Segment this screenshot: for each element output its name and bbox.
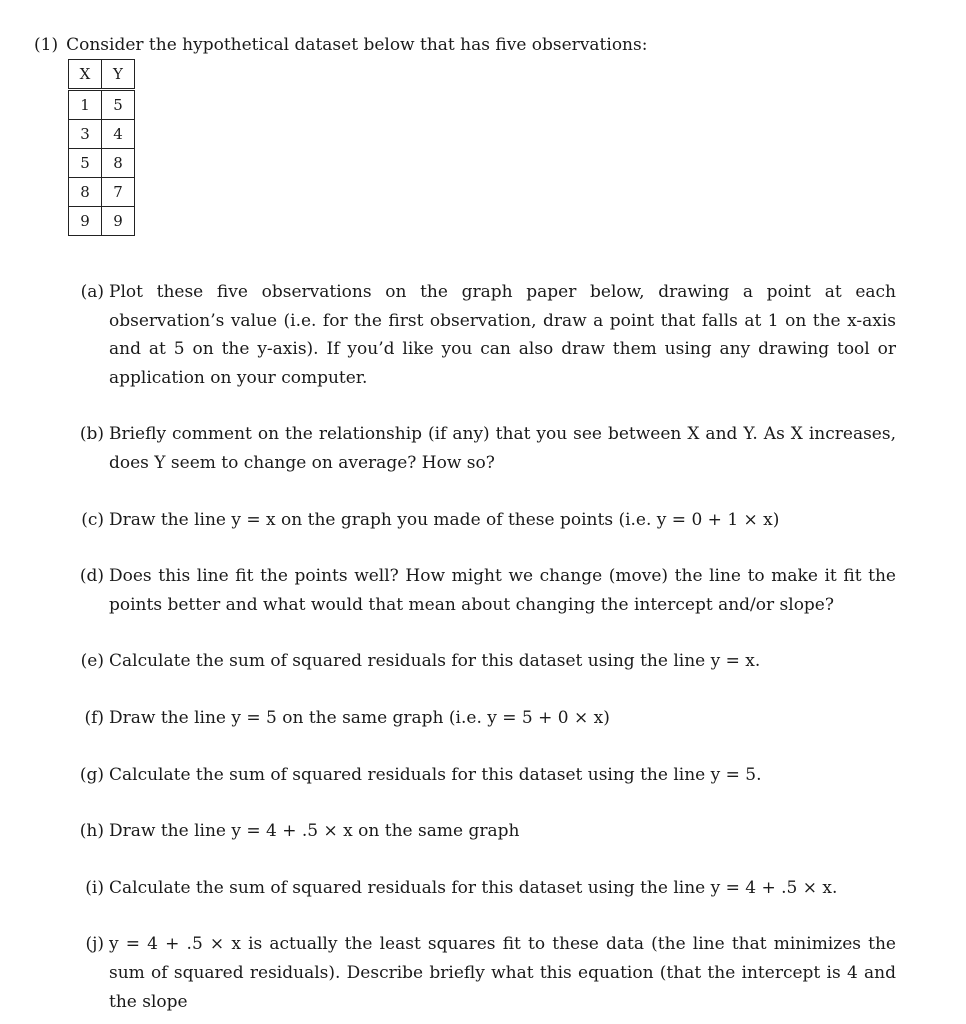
part-text: y = 4 + .5 × x is actually the least squares fit to these data (the line that minimizes the sum of squared residuals). Describe briefly what this equation (that the intercept is 4 and the slope [109,934,896,1012]
part-h [70,817,896,846]
problem-header [34,34,647,56]
part-b [70,420,896,477]
part-d [70,562,896,619]
part-text: Draw the line y = 4 + .5 × x on the same graph [109,821,520,842]
part-i [70,874,896,903]
table-row [69,207,135,236]
part-e [70,647,896,676]
part-label: (f) [84,707,104,728]
part-text: Calculate the sum of squared residuals for this dataset using the line y = x. [109,651,761,672]
question-parts [70,278,896,1016]
part-text: Does this line fit the points well? How might we change (move) the line to make it fit the points better and what would that mean about changing the intercept and/or slope? [109,566,896,615]
part-j [70,930,896,1016]
part-a [70,278,896,392]
part-label: (i) [85,877,104,898]
part-label: (b) [79,424,104,445]
cell-x: 8 [69,178,102,207]
cell-y: 7 [102,178,135,207]
problem-intro: Consider the hypothetical dataset below that has five observations: [66,35,648,55]
part-f [70,704,896,733]
cell-y: 9 [102,207,135,236]
problem-number: (1) [34,35,59,55]
part-label: (c) [81,509,104,530]
part-label: (h) [79,821,104,842]
table-row [69,178,135,207]
part-g [70,761,896,790]
part-label: (e) [80,651,104,672]
part-label: (j) [85,934,104,955]
dataset-table [68,59,135,236]
part-text: Briefly comment on the relationship (if any) that you see between X and Y. As X increases, does Y seem to change on average? How so? [109,424,896,473]
header-y: Y [102,60,135,90]
part-text: Calculate the sum of squared residuals for this dataset using the line y = 4 + .5 × x. [109,877,838,898]
table-row [69,149,135,178]
cell-y: 4 [102,120,135,149]
part-text: Calculate the sum of squared residuals for this dataset using the line y = 5. [109,764,762,785]
cell-x: 3 [69,120,102,149]
part-text: Draw the line y = 5 on the same graph (i.e. y = 5 + 0 × x) [109,707,610,728]
header-x: X [69,60,102,90]
table-header-row [69,60,135,90]
table-row [69,120,135,149]
cell-x: 9 [69,207,102,236]
cell-x: 1 [69,90,102,120]
part-text: Plot these five observations on the graph paper below, drawing a point at each observation’s value (i.e. for the first observation, draw a point that falls at 1 on the x-axis and at 5 on the y-axis). If you’d like you can also draw them using any drawing tool or application on your computer. [109,282,896,388]
part-label: (d) [79,566,104,587]
part-c [70,506,896,535]
part-label: (g) [79,764,104,785]
cell-y: 8 [102,149,135,178]
part-text: Draw the line y = x on the graph you made of these points (i.e. y = 0 + 1 × x) [109,509,780,530]
table-row [69,90,135,120]
cell-y: 5 [102,90,135,120]
cell-x: 5 [69,149,102,178]
part-label: (a) [80,282,104,302]
